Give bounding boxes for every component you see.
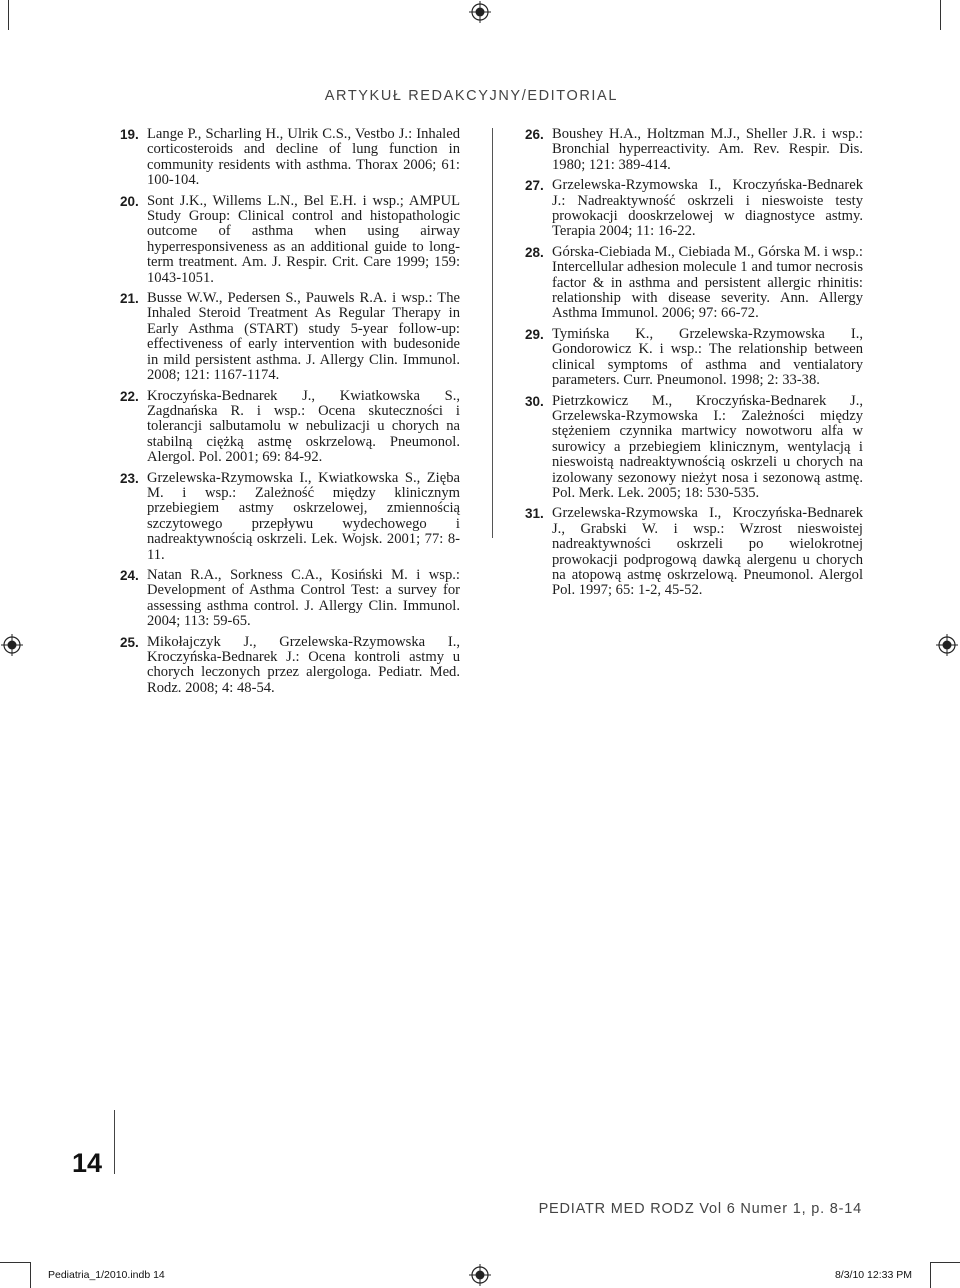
references-left-column — [120, 127, 460, 701]
registration-mark-icon — [936, 634, 958, 656]
crop-mark-bottom-left-v — [30, 1262, 31, 1288]
reference-item — [525, 394, 863, 502]
reference-number: 19. — [120, 127, 139, 142]
reference-text: Boushey H.A., Holtzman M.J., Sheller J.R. i wsp.: Bronchial hyperreactivity. Am. Rev. Respir. Dis. 1980; 121: 389-414. — [552, 126, 863, 173]
reference-item — [120, 127, 460, 189]
reference-text: Górska-Ciebiada M., Ciebiada M., Górska M. i wsp.: Intercellular adhesion molecule 1 and tumor necrosis factor & in asthma and persistent allergic rhinitis: relationship with disease severity. Ann. Allergy Asthma Immunol. 2006; 97: 66-72. — [552, 243, 863, 322]
section-header: ARTYKUŁ REDAKCYJNY/EDITORIAL — [324, 88, 618, 104]
crop-mark-bottom-right — [930, 1262, 960, 1263]
journal-footer: PEDIATR MED RODZ Vol 6 Numer 1, p. 8-14 — [538, 1201, 862, 1217]
reference-number: 21. — [120, 291, 139, 307]
reference-number: 30. — [525, 393, 544, 409]
reference-text: Natan R.A., Sorkness C.A., Kosiński M. i wsp.: Development of Asthma Control Test: a survey for assessing asthma control. J. Allergy Clin. Immunol. 2004; 113: 59-65. — [147, 566, 460, 630]
slug-date: 8/3/10 12:33 PM — [834, 1269, 912, 1281]
crop-mark-bottom-left — [0, 1262, 30, 1263]
reference-item — [120, 635, 460, 697]
reference-number: 20. — [120, 193, 139, 209]
reference-text: Busse W.W., Pedersen S., Pauwels R.A. i wsp.: The Inhaled Steroid Treatment As Regular Therapy in Early Asthma (START) study 5-year follow-up: effectiveness of early intervention with budesonide in mild persistent asthma. J. Allergy Clin. Immunol. 2008; 121: 1167-1174. — [147, 290, 460, 384]
reference-number: 28. — [525, 244, 544, 260]
reference-item — [525, 506, 863, 598]
reference-number: 29. — [525, 326, 544, 342]
references-right-column — [525, 127, 863, 604]
crop-mark-top-right — [940, 0, 941, 30]
reference-text: Grzelewska-Rzymowska I., Kwiatkowska S., Zięba M. i wsp.: Zależność między klinicznym przebiegiem astmy oskrzelowej, zmiennością szczytowego przepływu wydechowego i nadreaktywnością oskrzeli. Lek. Wojsk. 2001; 77: 8-11. — [147, 469, 460, 563]
reference-text: Sont J.K., Willems L.N., Bel E.H. i wsp.; AMPUL Study Group: Clinical control and histopathologic outcome of asthma when using airway hyperresponsiveness as an additional guide to long-term treatment. Am. J. Respir. Crit. Care 1999; 159: 1043-1051. — [147, 192, 460, 286]
slug-file: Pediatria_1/2010.indb 14 — [48, 1269, 165, 1281]
reference-number: 31. — [525, 506, 544, 522]
reference-item — [120, 568, 460, 630]
reference-item — [120, 194, 460, 286]
reference-item — [120, 471, 460, 563]
reference-item — [120, 291, 460, 383]
reference-number: 24. — [120, 567, 139, 583]
reference-text: Lange P., Scharling H., Ulrik C.S., Vestbo J.: Inhaled corticosteroids and decline of lung function in community residents with asthma. Thorax 2006; 61: 100-104. — [147, 126, 460, 189]
reference-item — [120, 389, 460, 466]
reference-text: Tymińska K., Grzelewska-Rzymowska I., Gondorowicz K. i wsp.: The relationship between clinical symptoms of asthma and ventialatory parameters. Curr. Pneumonol. 1998; 2: 33-38. — [552, 325, 863, 389]
registration-mark-icon — [1, 634, 23, 656]
crop-mark-bottom-right-v — [930, 1262, 931, 1288]
reference-item — [525, 127, 863, 173]
page-number-rule — [114, 1110, 115, 1174]
registration-mark-icon — [469, 1264, 491, 1286]
reference-number: 22. — [120, 388, 139, 404]
reference-number: 26. — [525, 127, 544, 142]
reference-number: 27. — [525, 178, 544, 194]
crop-mark-top-left — [8, 0, 9, 30]
reference-text: Grzelewska-Rzymowska I., Kroczyńska-Bednarek J., Grabski W. i wsp.: Wzrost nieswoistej nadreaktywności oskrzeli po wielokrotnej prowokacji podprogową dawką alergenu u chorych na atopową astmę oskrzelową. Pneumonol. Alergol Pol. 1997; 65: 1-2, 45-52. — [552, 505, 863, 599]
page-number: 14 — [72, 1148, 103, 1178]
reference-item — [525, 245, 863, 322]
registration-mark-icon — [469, 1, 491, 23]
reference-item — [525, 178, 863, 240]
reference-text: Kroczyńska-Bednarek J., Kwiatkowska S., Zagdnańska R. i wsp.: Ocena skuteczności i tolerancji salbutamolu w nebulizacji u chorych na stabilną ciężką astmę oskrzelową. Pneumonol. Alergol. Pol. 2001; 69: 84-92. — [147, 387, 460, 466]
reference-number: 23. — [120, 470, 139, 486]
reference-text: Mikołajczyk J., Grzelewska-Rzymowska I., Kroczyńska-Bednarek J.: Ocena kontroli astmy u chorych leczonych przez alergologa. Pediatr. Med. Rodz. 2008; 4: 48-54. — [147, 633, 460, 696]
column-divider — [492, 128, 493, 538]
reference-number: 25. — [120, 634, 139, 650]
reference-text: Pietrzkowicz M., Kroczyńska-Bednarek J., Grzelewska-Rzymowska I.: Zależności między stężeniem czynnika martwicy nowotworu alfa w surowicy a przebiegiem klinicznym, wentylacją i nieswoistą nadreaktywnością oskrzeli u chorych na izolowany sezonowy nieżyt nosa i sezonową astmę. Pol. Merk. Lek. 2005; 18: 530-535. — [552, 392, 863, 501]
reference-text: Grzelewska-Rzymowska I., Kroczyńska-Bednarek J.: Nadreaktywność oskrzeli i nieswoiste testy prowokacji dooskrzelowej w diagnostyce astmy. Terapia 2004; 11: 16-22. — [552, 177, 863, 240]
reference-item — [525, 327, 863, 389]
